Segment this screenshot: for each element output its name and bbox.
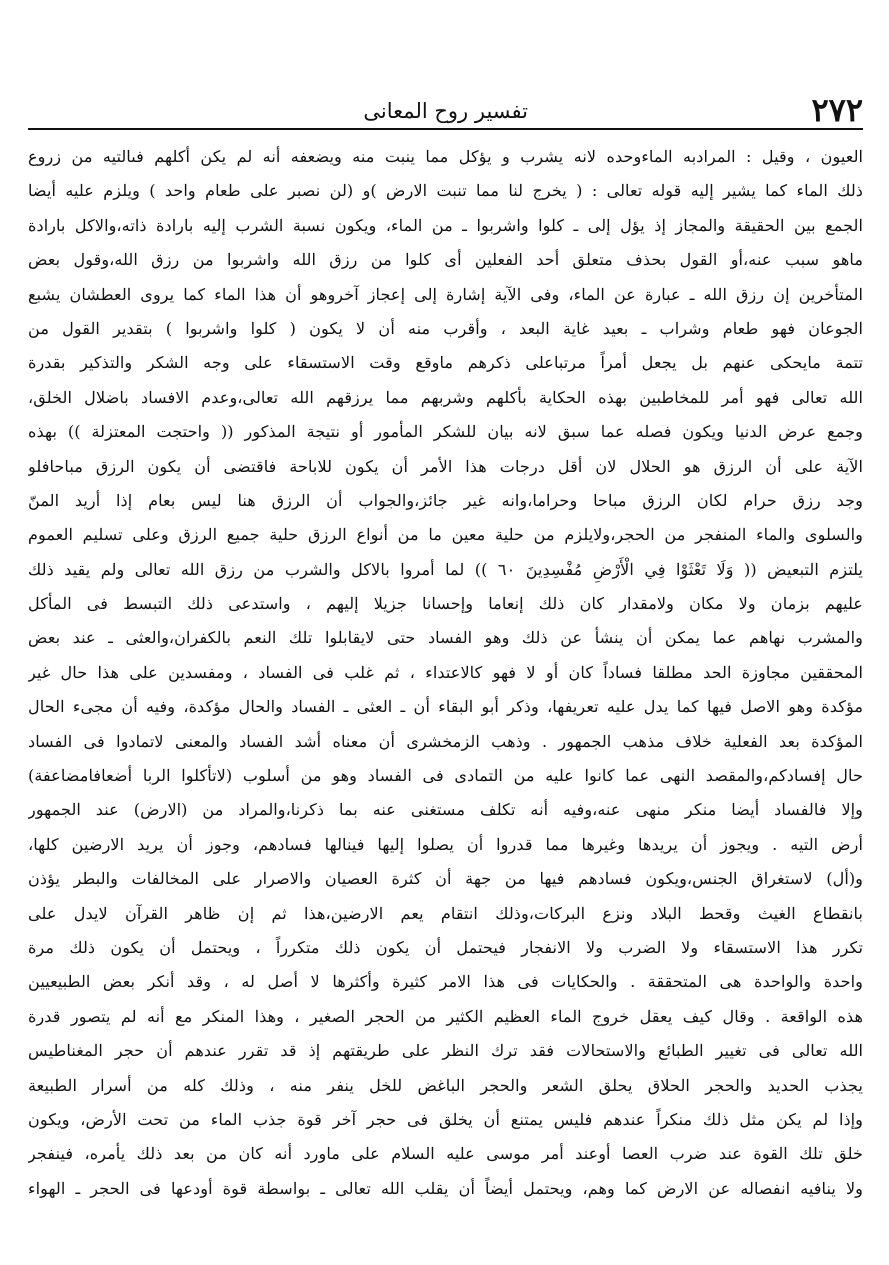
text-line: الجمع بين الحقيقة والمجاز إذ يؤل إلى ـ كلوا واشربوا ـ من الماء، ويكون نسبة الشرب إليه بارادة ذاته،والاكل بارادة [28, 215, 863, 235]
text-line: أرض التيه . ويجوز أن يريدها وغيرها مما قدروا أن يصلوا إليها فينالها فسادهم، وجوز أن يريد الارضين كلها، [28, 834, 863, 854]
text-line: و(أل) لاستغراق الجنس،ويكون فسادهم فيها من جهة أن كثرة العصيان والاصرار على المخالفات والبطر يؤذن [28, 869, 863, 889]
text-line: العيون ، وقيل : المرادبه الماءوحده لانه يشرب و يؤكل مما ينبت منه ويضعفه أنه لم يكن أكلهم فىالتيه من زروع [28, 147, 863, 166]
page-number: ٢٧٢ [811, 91, 863, 129]
text-line: المتأخرين إن رزق الله ـ عبارة عن الماء، وفى الآية إشارة إلى إعجاز آخروهو أن هذا الماء كما يروى العطشان يشبع [28, 284, 863, 304]
text-line: والمشرب نهاهم عما يمكن أن ينشأ عن ذلك وهو الفساد حتى لايقابلوا تلك النعم بالكفران،والعثى ـ عند بعض [28, 628, 863, 648]
text-line: وجد رزق حرام لكان الرزق مباحا وحراما،وانه غير جائز،والجواب أن الرزق هنا ليس بعام إذا أريد المنّ [28, 490, 863, 510]
text-line: خلق تلك القوة عند ضرب العصا أوعند أمر موسى عليه السلام على ماورد أنه كان من بعد ذلك يأمره، فينفجر [28, 1144, 863, 1164]
header-rule [28, 128, 863, 130]
text-line: عليهم بزمان ولا مكان ولامقدار كان ذلك إنعاما وإحسانا جزيلا إليهم ، واستدعى ذلك التبسط فى المأكل [28, 594, 863, 614]
text-line: يلتزم التبعيض (( وَلَا تَعْثَوْا فِي الْأَرْضِ مُفْسِدِينَ ٦٠ )) لما أمروا بالاكل والشرب من رزق الله تعالى ولم يقيد ذلك [28, 559, 863, 579]
text-line: وإذا لم يكن مثل ذلك منكراً عندهم فليس يمتنع أن يخلق فى حجر آخر قوة جذب الماء من تحت الأرض، ويكون [28, 1109, 863, 1129]
text-line: المحققين مجاوزة الحد مطلقا فساداً كان أو لا فهو كالاعتداء ، ثم غلب فى الفساد ، ومفسدين على هذا حال غير [28, 662, 863, 682]
running-title: تفسير روح المعانى [363, 99, 528, 123]
body-text [28, 140, 863, 1225]
text-line: وإلا فالفساد أيضا منكر منهى عنه،وفيه أنه تكلف مستغنى عنه بما ذكرنا،والمراد من (الارض) عند الجمهور [28, 800, 863, 820]
text-line: تتمة مايحكى عنهم بل يجعل أمراً مرتباعلى ذكرهم ماوقع وقت الاستسقاء على وجه الشكر والتذكير بقدرة [28, 353, 863, 373]
text-line: المؤكدة بعد الفعلية خلاف مذهب الجمهور . وذهب الزمخشرى أن معناه أشد الفساد والمعنى لاتمادوا فى الفساد [28, 731, 863, 751]
text-line: الآية على أن الرزق هو الحلال لان أقل درجات هذا الأمر أن يكون للاباحة فاقتضى أن يكون الرزق مباحافلو [28, 456, 863, 476]
page-header [28, 92, 863, 128]
text-line: مؤكدة وهو الاصل فيها كما يدل عليه تعريفها، وذكر أبو البقاء أن ـ العثى ـ الفساد والحال مؤكدة، وفيه أن مجىء الحال [28, 697, 863, 717]
text-line: الجوعان فهو طعام وشراب ـ بعيد غاية البعد ، وأقرب منه أن لا يكون ( كلوا واشربوا ) بتقدير القول من [28, 318, 863, 338]
text-line: يجذب الحديد والحجر الحلاق يحلق الشعر والحجر الباغض للخل ينفر منه ، وذلك كله من أسرار الطبيعة [28, 1075, 863, 1095]
text-line: ماهو سبب عنه،أو القول بحذف متعلق أحد الفعلين أى كلوا من رزق الله واشربوا من رزق الله،وقول بعض [28, 250, 863, 270]
text-line: هذه الواقعة . وقال كيف يعقل خروج الماء العظيم الكثير من الحجر الصغير ، وهذا المنكر مع أنه لم يتصور قدرة [28, 1006, 863, 1026]
text-line: ولا ينافيه انفصاله عن الارض كما وهم، ويحتمل أيضاً أن يقلب الله تعالى ـ بواسطة قوة أودعها فى الحجر ـ الهواء [28, 1178, 863, 1198]
text-line: بانقطاع الغيث وقحط البلاد ونزع البركات،وذلك انتقام يعم الارضين،هذا ثم إن ظاهر القرآن لايدل على [28, 903, 863, 923]
text-line: الله تعالى فى تغيير الطبائع والاستحالات فقد ترك النظر على طريقتهم إذ قد تقرر عندهم أن حجر المغناطيس [28, 1041, 863, 1061]
text-line: تكرر هذا الاستسقاء ولا الضرب ولا الانفجار فيحتمل أن يكون ذلك متكرراً ، ويحتمل أن يكون ذلك مرة [28, 937, 863, 957]
text-line: واحدة والواحدة هى المتحققة . والحكايات فى هذا الامر كثيرة وأكثرها لا أصل له ، وقد أنكر بعض الطبيعيين [28, 972, 863, 992]
text-line: وجمع عرض الدنيا ويكون فصله عما سبق لانه بيان للشكر المأمور أو نتيجة المذكور (( واحتجت المعتزلة )) بهذه [28, 422, 863, 442]
text-line: ذلك الماء كما يشير إليه قوله تعالى : ( يخرج لنا مما تنبت الارض )و (لن نصبر على طعام واحد ) ويلزم عليه أيضا [28, 181, 863, 201]
text-line: حال إفسادكم،والمقصد النهى عما كانوا عليه من التمادى فى الفساد وهو من أسلوب (لاتأكلوا الربا أضعافامضاعفة) [28, 766, 863, 786]
text-line: الله تعالى فهو أمر للمخاطبين بهذه الحكاية بأكلهم وشربهم مما يرزقهم الله تعالى،وعدم الافساد باضلال الخلق، [28, 387, 863, 407]
text-line: والسلوى والماء المنفجر من الحجر،ولايلزم من حلية معين ما من أنواع الرزق حلية جميع الرزق وعلى تسليم العموم [28, 525, 863, 545]
